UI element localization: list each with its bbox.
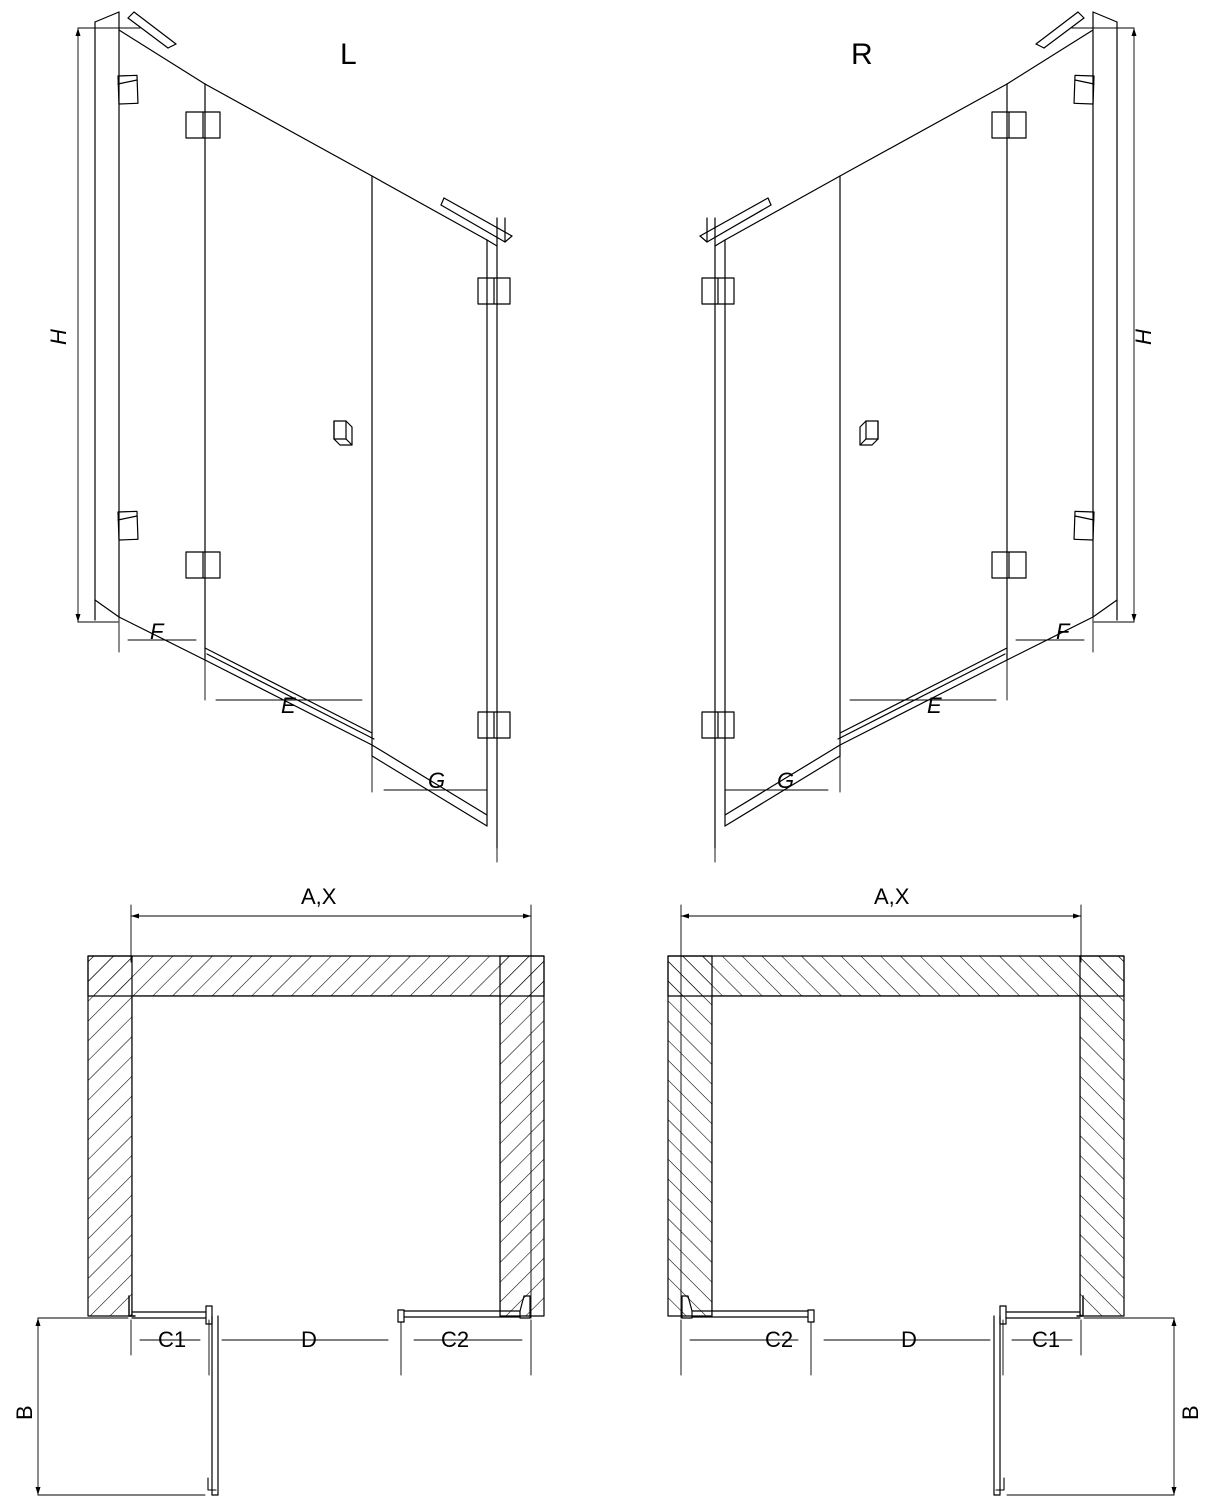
iso-right-bottom-dims bbox=[715, 617, 1093, 862]
plan-right-depth-label: B bbox=[1178, 1405, 1203, 1420]
plan-left-seg-c2-label: C2 bbox=[441, 1327, 470, 1352]
plan-left-seg-c1-label: C1 bbox=[158, 1327, 187, 1352]
iso-left-title: L bbox=[340, 38, 357, 71]
iso-left-bottom-dims bbox=[119, 617, 497, 862]
plan-right-seg-d-label: D bbox=[901, 1327, 917, 1352]
iso-left-side-panel-label: F bbox=[150, 619, 164, 644]
plan-left-depth-label: B bbox=[12, 1405, 37, 1420]
iso-left-door-label: E bbox=[281, 693, 296, 718]
iso-right-height-label: H bbox=[1131, 329, 1156, 345]
iso-right-title: R bbox=[851, 38, 873, 71]
plan-right-width-label: A,X bbox=[874, 884, 910, 909]
iso-left-fixed-panel-label: G bbox=[428, 768, 446, 793]
iso-right-fixed-panel-label: G bbox=[777, 768, 795, 793]
iso-left-height-label: H bbox=[46, 329, 71, 345]
plan-right-seg-c1-label: C1 bbox=[1032, 1327, 1061, 1352]
plan-view-left bbox=[38, 905, 544, 1495]
iso-view-left bbox=[78, 12, 512, 848]
iso-view-right bbox=[700, 12, 1134, 848]
iso-right-door-label: E bbox=[927, 693, 942, 718]
iso-right-side-panel-label: F bbox=[1056, 619, 1070, 644]
plan-left-seg-d-label: D bbox=[301, 1327, 317, 1352]
plan-right-seg-c2-label: C2 bbox=[765, 1327, 794, 1352]
plan-view-right bbox=[668, 905, 1174, 1495]
plan-left-width-label: A,X bbox=[301, 884, 337, 909]
